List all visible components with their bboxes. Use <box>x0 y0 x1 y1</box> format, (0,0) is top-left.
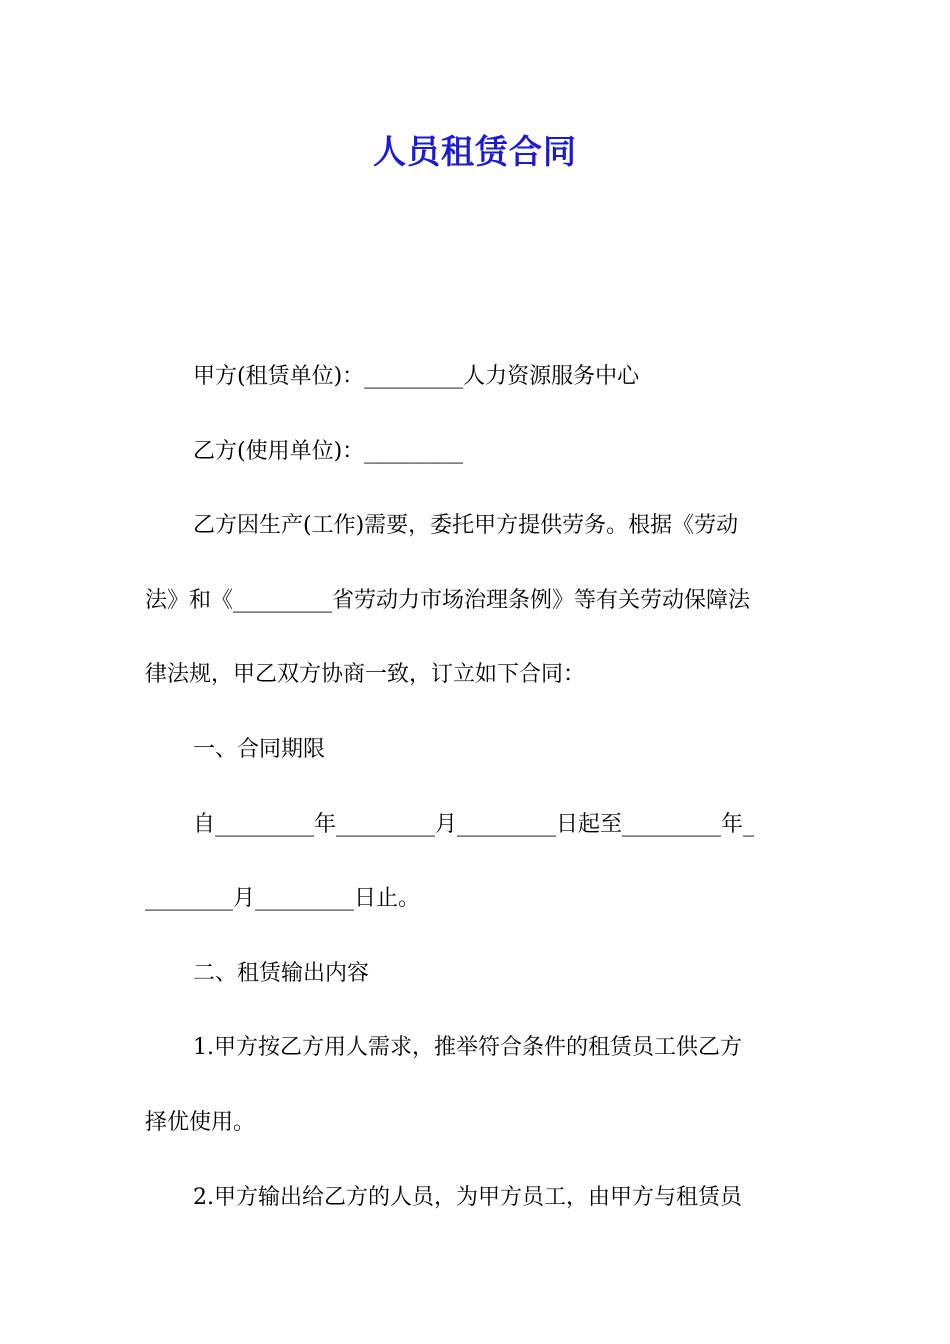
party-a-line: 甲方(租赁单位)：_________人力资源服务中心 <box>193 364 640 389</box>
preamble-line-3: 律法规，甲乙双方协商一致，订立如下合同： <box>145 662 586 688</box>
contract-body <box>145 340 809 1235</box>
clause-1-line-2: 择优使用。 <box>145 1109 256 1135</box>
preamble-line-1: 乙方因生产(工作)需要，委托甲方提供劳务。根据《劳动 <box>193 513 739 539</box>
clause-1-line-1: 1.甲方按乙方用人需求，推举符合条件的租赁员工供乙方 <box>193 1035 742 1061</box>
section-heading-term: 一、合同期限 <box>193 736 326 762</box>
term-line-1: 自_________年_________月_________日起至_________年_ <box>193 811 755 837</box>
section-heading-content: 二、租赁输出内容 <box>193 960 370 986</box>
party-b-line: 乙方(使用单位)：_________ <box>193 438 464 464</box>
document-title: 人员租赁合同 <box>373 132 577 171</box>
preamble-line-2: 法》和《_________省劳动力市场治理条例》等有关劳动保障法 <box>145 587 751 613</box>
clause-2-line-1: 2.甲方输出给乙方的人员，为甲方员工，由甲方与租赁员 <box>193 1184 742 1210</box>
term-line-2: ________月_________日止。 <box>145 886 421 912</box>
